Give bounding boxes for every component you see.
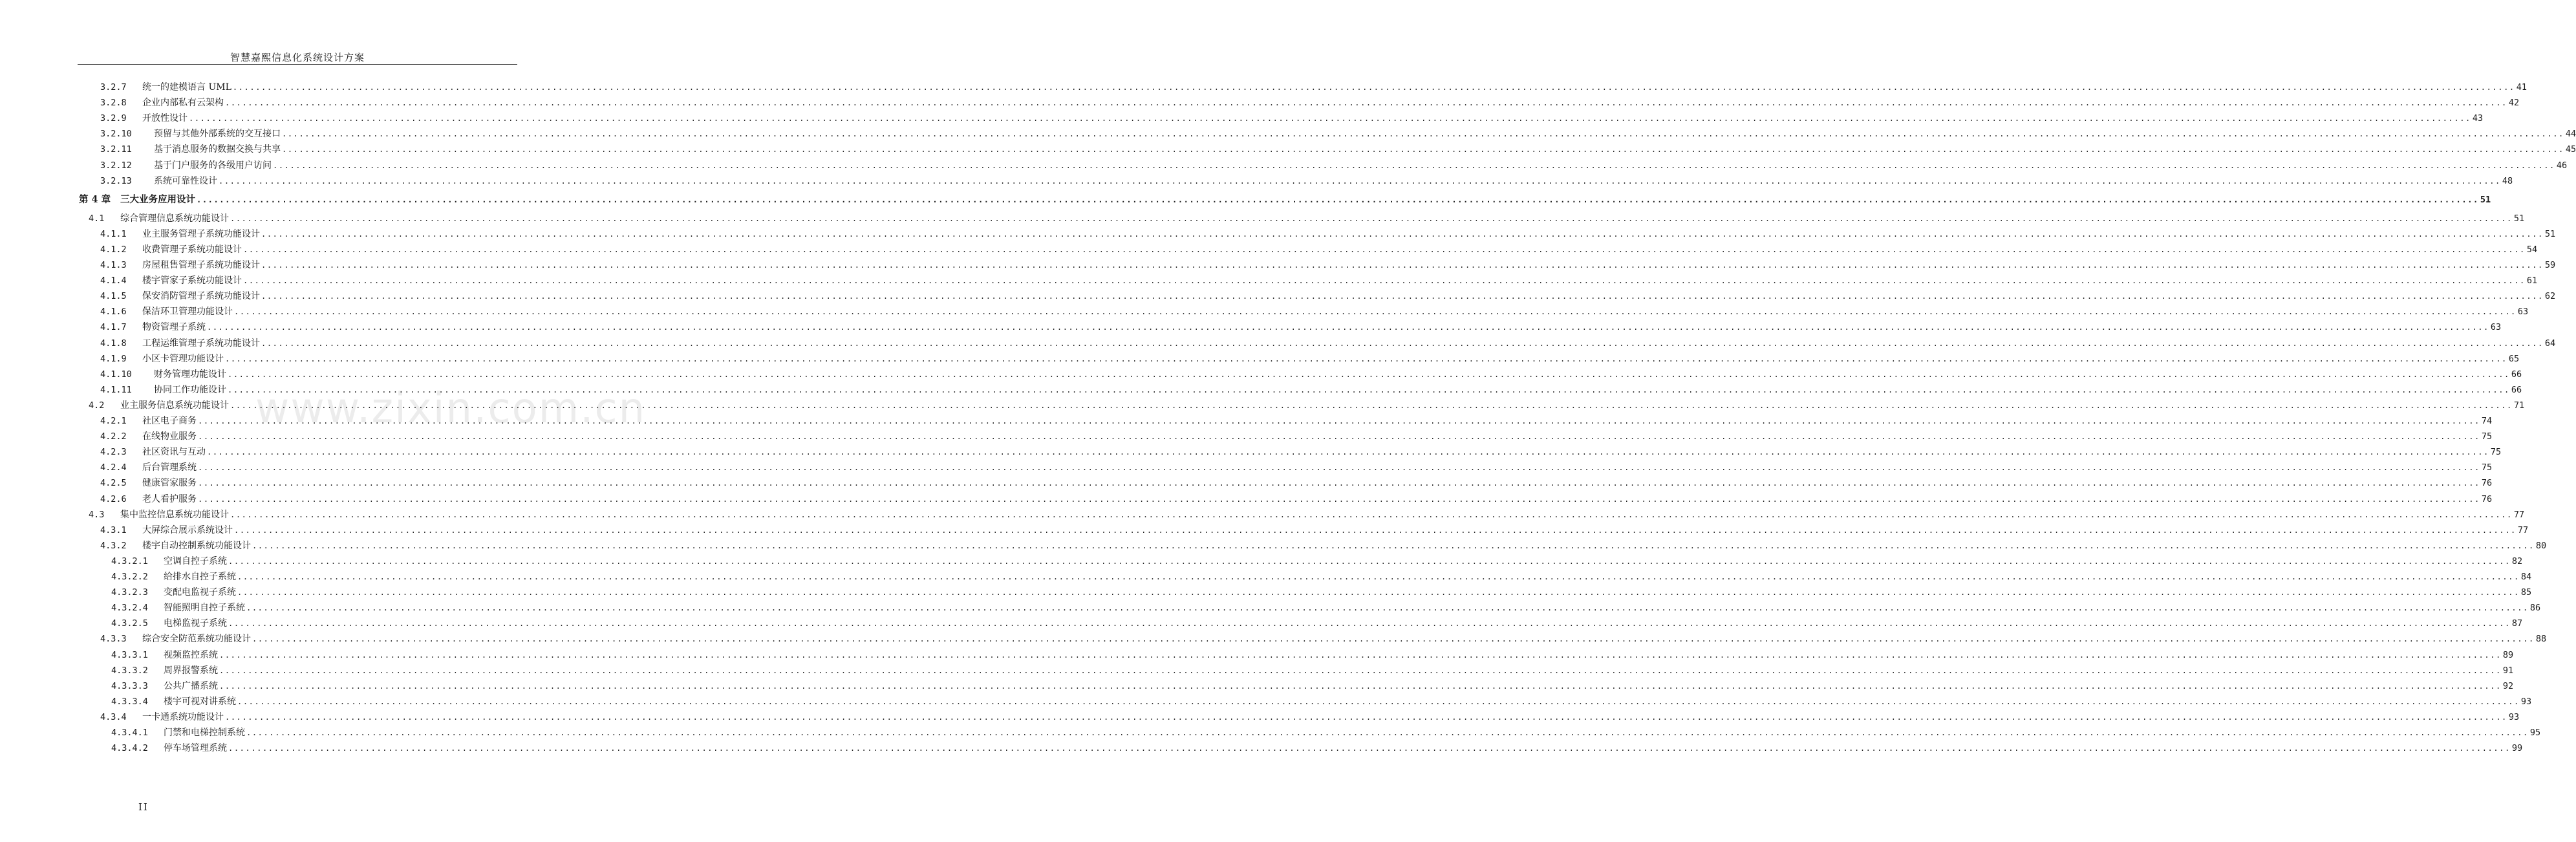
toc-page-number: 62	[2544, 291, 2556, 302]
toc-entry[interactable]	[0, 710, 2520, 724]
toc-section-number: 4.3	[89, 509, 105, 520]
toc-section-number: 4.3.2.5	[111, 618, 148, 629]
toc-section-title: 老人看护服务	[142, 493, 197, 504]
toc-section-number: 4.2	[89, 400, 105, 411]
toc-page-number: 65	[2508, 353, 2520, 364]
toc-dot-leader: ................................................................................................................................................................................................................................................................................................................................................................................................................	[282, 145, 2564, 155]
header-divider	[78, 64, 517, 65]
toc-page-number: 48	[2502, 175, 2513, 186]
toc-dot-leader: ................................................................................................................................................................................................................................................................................................................................................................................................................	[237, 588, 2520, 598]
toc-page-number: 91	[2502, 665, 2514, 676]
toc-section-title: 社区资讯与互动	[142, 447, 206, 458]
toc-section-number: 4.1	[89, 213, 105, 224]
toc-entry[interactable]	[0, 80, 2527, 94]
toc-section-title: 智能照明自控子系统	[164, 603, 245, 614]
toc-section-number: 4.1.2	[100, 244, 127, 255]
toc-page-number: 80	[2535, 540, 2547, 551]
toc-section-title: 健康管家服务	[142, 478, 197, 489]
toc-dot-leader: ................................................................................................................................................................................................................................................................................................................................................................................................................	[219, 665, 2502, 675]
toc-page-number: 63	[2490, 322, 2502, 333]
toc-section-number: 第 4 章	[79, 193, 111, 205]
toc-page-number: 51	[2544, 228, 2556, 239]
toc-section-number: 4.3.3.3	[111, 680, 148, 691]
toc-section-title: 公共广播系统	[164, 680, 218, 691]
toc-section-number: 3.2.10	[100, 129, 132, 140]
toc-page-number: 92	[2502, 680, 2514, 691]
toc-section-number: 3.2.8	[100, 98, 127, 109]
toc-dot-leader: ................................................................................................................................................................................................................................................................................................................................................................................................................	[228, 619, 2511, 629]
toc-dot-leader: ................................................................................................................................................................................................................................................................................................................................................................................................................	[273, 160, 2555, 170]
toc-entry[interactable]	[0, 383, 2522, 397]
toc-dot-leader: ................................................................................................................................................................................................................................................................................................................................................................................................................	[261, 292, 2544, 301]
toc-page-number: 86	[2529, 603, 2541, 614]
toc-section-title: 视频监控系统	[164, 649, 218, 660]
toc-section-number: 3.2.7	[100, 82, 127, 92]
toc-entry[interactable]	[0, 142, 2576, 157]
toc-section-number: 4.3.4.1	[111, 728, 148, 738]
toc-section-title: 三大业务应用设计	[120, 193, 195, 205]
toc-dot-leader: ................................................................................................................................................................................................................................................................................................................................................................................................................	[234, 525, 2517, 535]
document-header-title: 智慧嘉熙信息化系统设计方案	[230, 52, 365, 63]
toc-section-number: 4.3.3	[100, 634, 127, 645]
toc-section-number: 4.2.5	[100, 478, 127, 489]
toc-section-title: 后台管理系统	[142, 462, 197, 473]
toc-entry[interactable]	[0, 616, 2523, 631]
toc-section-number: 4.3.3.4	[111, 696, 148, 707]
toc-entry[interactable]	[0, 508, 2525, 522]
toc-dot-leader: ................................................................................................................................................................................................................................................................................................................................................................................................................	[189, 114, 2471, 124]
toc-dot-leader: ................................................................................................................................................................................................................................................................................................................................................................................................................	[228, 385, 2510, 394]
watermark: www.zixin.com.cn	[255, 385, 647, 433]
toc-section-number: 4.3.2.2	[111, 572, 148, 582]
toc-entry[interactable]	[0, 336, 2556, 351]
toc-entry[interactable]	[0, 429, 2493, 444]
toc-section-number: 4.3.2.1	[111, 556, 148, 567]
toc-page-number: 71	[2513, 400, 2525, 411]
toc-entry[interactable]	[0, 570, 2532, 584]
toc-dot-leader: ................................................................................................................................................................................................................................................................................................................................................................................................................	[261, 229, 2544, 239]
toc-dot-leader: ................................................................................................................................................................................................................................................................................................................................................................................................................	[237, 696, 2520, 706]
toc-section-title: 预留与其他外部系统的交互接口	[154, 129, 281, 140]
toc-section-title: 门禁和电梯控制系统	[164, 728, 245, 738]
toc-page-number: 75	[2481, 462, 2493, 473]
toc-dot-leader: ................................................................................................................................................................................................................................................................................................................................................................................................................	[198, 479, 2480, 488]
toc-section-title: 企业内部私有云架构	[142, 98, 224, 109]
toc-entry[interactable]	[0, 523, 2529, 537]
toc-dot-leader: ................................................................................................................................................................................................................................................................................................................................................................................................................	[198, 463, 2480, 473]
toc-entry[interactable]	[0, 305, 2529, 319]
toc-section-number: 3.2.11	[100, 144, 132, 155]
toc-section-title: 统一的建模语言 UML	[142, 82, 231, 92]
toc-section-number: 4.2.4	[100, 462, 127, 473]
toc-section-number: 4.1.6	[100, 307, 127, 318]
toc-dot-leader: ................................................................................................................................................................................................................................................................................................................................................................................................................	[197, 195, 2479, 204]
toc-section-number: 4.3.3.2	[111, 665, 148, 676]
toc-section-number: 4.1.10	[100, 369, 132, 380]
toc-entry[interactable]	[0, 695, 2532, 709]
toc-entry[interactable]	[0, 111, 2484, 125]
toc-dot-leader: ................................................................................................................................................................................................................................................................................................................................................................................................................	[230, 400, 2513, 410]
toc-dot-leader: ................................................................................................................................................................................................................................................................................................................................................................................................................	[207, 323, 2489, 332]
toc-dot-leader: ................................................................................................................................................................................................................................................................................................................................................................................................................	[198, 416, 2480, 426]
toc-section-number: 4.1.4	[100, 275, 127, 286]
toc-section-number: 4.1.5	[100, 291, 127, 302]
toc-page-number: 84	[2520, 572, 2532, 582]
toc-page-number: 66	[2511, 369, 2522, 380]
toc-section-number: 4.3.2	[100, 540, 127, 551]
toc-dot-leader: ................................................................................................................................................................................................................................................................................................................................................................................................................	[230, 510, 2513, 519]
toc-section-number: 4.3.2.4	[111, 603, 148, 614]
toc-dot-leader: ................................................................................................................................................................................................................................................................................................................................................................................................................	[282, 129, 2564, 139]
toc-section-number: 4.3.3.1	[111, 649, 148, 660]
toc-dot-leader: ................................................................................................................................................................................................................................................................................................................................................................................................................	[219, 681, 2502, 691]
toc-section-title: 业主服务管理子系统功能设计	[142, 228, 260, 239]
toc-section-title: 综合管理信息系统功能设计	[120, 213, 229, 224]
toc-entry[interactable]	[0, 96, 2520, 110]
toc-dot-leader: ................................................................................................................................................................................................................................................................................................................................................................................................................	[228, 556, 2511, 566]
toc-page-number: 75	[2481, 431, 2493, 442]
toc-entry[interactable]	[0, 632, 2547, 646]
toc-dot-leader: ................................................................................................................................................................................................................................................................................................................................................................................................................	[207, 448, 2489, 457]
toc-section-number: 3.2.9	[100, 113, 127, 124]
toc-page-number: 41	[2516, 82, 2527, 92]
toc-section-title: 物资管理子系统	[142, 322, 206, 333]
toc-section-number: 4.1.9	[100, 353, 127, 364]
toc-page-number: 45	[2565, 144, 2576, 155]
toc-section-title: 收费管理子系统功能设计	[142, 244, 242, 255]
toc-section-number: 4.1.3	[100, 260, 127, 270]
toc-dot-leader: ................................................................................................................................................................................................................................................................................................................................................................................................................	[234, 307, 2517, 317]
toc-section-title: 基于门户服务的各级用户访问	[154, 160, 272, 171]
toc-section-title: 开放性设计	[142, 113, 188, 124]
toc-section-title: 一卡通系统功能设计	[142, 711, 224, 722]
toc-entry[interactable]	[0, 492, 2493, 506]
toc-dot-leader: ................................................................................................................................................................................................................................................................................................................................................................................................................	[225, 98, 2507, 108]
toc-chapter-entry[interactable]	[0, 193, 2491, 207]
toc-page-number: 85	[2520, 587, 2532, 598]
toc-entry[interactable]	[0, 648, 2514, 662]
toc-section-title: 给排水自控子系统	[164, 572, 236, 582]
toc-entry[interactable]	[0, 726, 2541, 740]
toc-page-number: 44	[2565, 129, 2576, 140]
toc-section-title: 楼宇管家子系统功能设计	[142, 275, 242, 286]
toc-page-number: 51	[2513, 213, 2525, 224]
toc-entry[interactable]	[0, 585, 2532, 599]
toc-page-number: 82	[2511, 556, 2523, 567]
toc-page-number: 42	[2508, 98, 2520, 109]
toc-section-title: 业主服务信息系统功能设计	[120, 400, 229, 411]
toc-section-number: 4.3.4.2	[111, 743, 148, 754]
toc-page-number: 76	[2481, 478, 2493, 489]
toc-section-number: 4.1.11	[100, 384, 132, 395]
toc-entry[interactable]	[0, 367, 2522, 382]
toc-entry[interactable]	[0, 554, 2523, 568]
toc-section-number: 4.3.1	[100, 524, 127, 535]
toc-section-number: 4.1.8	[100, 338, 127, 349]
toc-section-number: 4.3.2.3	[111, 587, 148, 598]
toc-section-number: 4.1.7	[100, 322, 127, 333]
toc-page-number: 77	[2513, 509, 2525, 520]
toc-page-number: 63	[2517, 307, 2529, 318]
toc-page-number: 99	[2511, 743, 2523, 754]
toc-entry[interactable]	[0, 258, 2556, 272]
toc-section-title: 基于消息服务的数据交换与共享	[154, 144, 281, 155]
toc-section-title: 周界报警系统	[164, 665, 218, 676]
toc-entry[interactable]	[0, 741, 2523, 755]
toc-page-number: 46	[2556, 160, 2568, 171]
toc-page-number: 95	[2529, 728, 2541, 738]
toc-entry[interactable]	[0, 227, 2556, 241]
toc-dot-leader: ................................................................................................................................................................................................................................................................................................................................................................................................................	[198, 494, 2480, 504]
toc-dot-leader: ................................................................................................................................................................................................................................................................................................................................................................................................................	[261, 261, 2544, 270]
toc-page-number: 87	[2511, 618, 2523, 629]
toc-dot-leader: ................................................................................................................................................................................................................................................................................................................................................................................................................	[228, 369, 2510, 379]
toc-section-title: 空调自控子系统	[164, 556, 227, 567]
toc-section-number: 4.1.1	[100, 228, 127, 239]
toc-dot-leader: ................................................................................................................................................................................................................................................................................................................................................................................................................	[228, 744, 2511, 753]
toc-section-title: 协同工作功能设计	[154, 384, 226, 395]
toc-entry[interactable]	[0, 320, 2502, 334]
toc-page-number: 74	[2481, 416, 2493, 426]
toc-section-title: 变配电监视子系统	[164, 587, 236, 598]
toc-section-title: 保安消防管理子系统功能设计	[142, 291, 260, 302]
toc-dot-leader: ................................................................................................................................................................................................................................................................................................................................................................................................................	[230, 213, 2513, 223]
toc-section-title: 楼宇可视对讲系统	[164, 696, 236, 707]
toc-section-title: 社区电子商务	[142, 416, 197, 426]
toc-section-title: 大屏综合展示系统设计	[142, 524, 233, 535]
toc-section-number: 4.2.3	[100, 447, 127, 458]
toc-entry[interactable]	[0, 174, 2513, 188]
toc-section-number: 4.2.6	[100, 493, 127, 504]
toc-section-number: 4.2.1	[100, 416, 127, 426]
toc-page-number: 64	[2544, 338, 2556, 349]
toc-entry[interactable]	[0, 398, 2525, 413]
toc-dot-leader: ................................................................................................................................................................................................................................................................................................................................................................................................................	[219, 650, 2502, 660]
toc-entry[interactable]	[0, 158, 2568, 173]
toc-section-title: 集中监控信息系统功能设计	[120, 509, 229, 520]
toc-dot-leader: ................................................................................................................................................................................................................................................................................................................................................................................................................	[261, 338, 2544, 348]
toc-section-title: 系统可靠性设计	[154, 175, 217, 186]
toc-page-number: 88	[2535, 634, 2547, 645]
toc-page-number: 75	[2490, 447, 2502, 458]
toc-entry[interactable]	[0, 664, 2514, 678]
toc-section-title: 停车场管理系统	[164, 743, 227, 754]
toc-dot-leader: ................................................................................................................................................................................................................................................................................................................................................................................................................	[243, 244, 2526, 254]
toc-section-title: 工程运维管理子系统功能设计	[142, 338, 260, 349]
toc-entry[interactable]	[0, 243, 2538, 257]
toc-section-title: 在线物业服务	[142, 431, 197, 442]
toc-page-number: 61	[2526, 275, 2538, 286]
toc-section-number: 4.3.4	[100, 711, 127, 722]
toc-section-number: 3.2.12	[100, 160, 132, 171]
toc-entry[interactable]	[0, 289, 2556, 303]
toc-page-number: 54	[2526, 244, 2538, 255]
toc-dot-leader: ................................................................................................................................................................................................................................................................................................................................................................................................................	[232, 83, 2515, 92]
toc-section-number: 3.2.13	[100, 175, 132, 186]
toc-entry[interactable]	[0, 127, 2576, 141]
toc-section-number: 4.2.2	[100, 431, 127, 442]
toc-page-number: 93	[2520, 696, 2532, 707]
footer-page-number: II	[138, 801, 149, 813]
toc-entry[interactable]	[0, 460, 2493, 475]
toc-section-title: 保洁环卫管理功能设计	[142, 307, 233, 318]
toc-page-number: 77	[2517, 524, 2529, 535]
toc-section-title: 房屋租售管理子系统功能设计	[142, 260, 260, 270]
toc-dot-leader: ................................................................................................................................................................................................................................................................................................................................................................................................................	[246, 728, 2529, 737]
toc-page-number: 59	[2544, 260, 2556, 270]
toc-section-title: 财务管理功能设计	[154, 369, 226, 380]
toc-page-number: 76	[2481, 493, 2493, 504]
toc-entry[interactable]	[0, 679, 2514, 693]
toc-page-number: 89	[2502, 649, 2514, 660]
toc-page-number: 51	[2480, 194, 2491, 205]
toc-dot-leader: ................................................................................................................................................................................................................................................................................................................................................................................................................	[243, 276, 2526, 286]
toc-entry[interactable]	[0, 414, 2493, 428]
toc-page-number: 66	[2511, 384, 2522, 395]
toc-page-number: 93	[2508, 711, 2520, 722]
toc-page-number: 43	[2472, 113, 2484, 124]
toc-dot-leader: ................................................................................................................................................................................................................................................................................................................................................................................................................	[252, 634, 2535, 644]
toc-dot-leader: ................................................................................................................................................................................................................................................................................................................................................................................................................	[198, 432, 2480, 442]
toc-dot-leader: ................................................................................................................................................................................................................................................................................................................................................................................................................	[237, 572, 2520, 581]
toc-entry[interactable]	[0, 601, 2541, 615]
toc-section-title: 综合安全防范系统功能设计	[142, 634, 251, 645]
toc-entry[interactable]	[0, 274, 2538, 288]
toc-entry[interactable]	[0, 539, 2547, 553]
toc-section-title: 小区卡管理功能设计	[142, 353, 224, 364]
toc-entry[interactable]	[0, 445, 2502, 459]
toc-section-title: 楼宇自动控制系统功能设计	[142, 540, 251, 551]
toc-dot-leader: ................................................................................................................................................................................................................................................................................................................................................................................................................	[219, 176, 2501, 186]
toc-section-title: 电梯监视子系统	[164, 618, 227, 629]
toc-dot-leader: ................................................................................................................................................................................................................................................................................................................................................................................................................	[225, 354, 2507, 363]
toc-dot-leader: ................................................................................................................................................................................................................................................................................................................................................................................................................	[225, 712, 2507, 722]
toc-dot-leader: ................................................................................................................................................................................................................................................................................................................................................................................................................	[252, 541, 2535, 550]
toc-entry[interactable]	[0, 211, 2525, 226]
toc-dot-leader: ................................................................................................................................................................................................................................................................................................................................................................................................................	[246, 603, 2529, 613]
toc-entry[interactable]	[0, 352, 2520, 366]
toc-entry[interactable]	[0, 476, 2493, 490]
